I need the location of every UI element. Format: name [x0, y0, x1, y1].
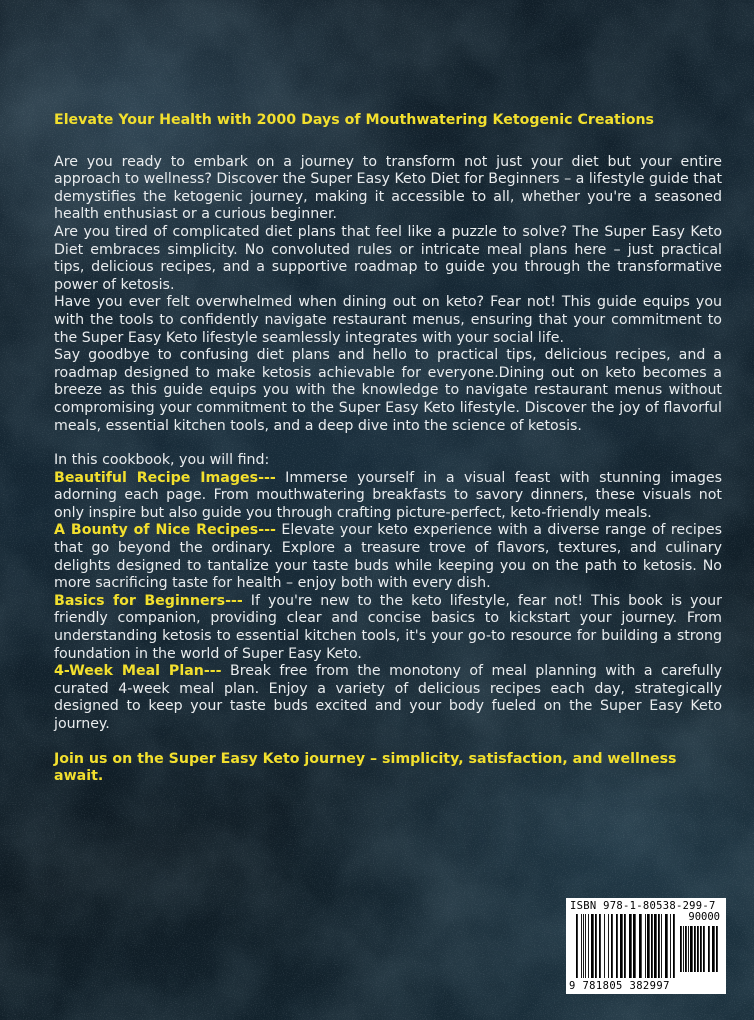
barcode-bar [633, 914, 636, 978]
barcode-bar [688, 926, 689, 972]
barcode-bar [588, 914, 589, 978]
barcode-bar [712, 926, 715, 972]
barcode-bar [651, 914, 653, 978]
feature-title: Beautiful Recipe Images--- [54, 469, 276, 486]
list-intro: In this cookbook, you will find: [54, 452, 270, 469]
barcode-bar [716, 926, 718, 972]
barcode-bar [608, 914, 609, 978]
barcode-bar [599, 914, 601, 978]
barcode-bar [583, 914, 584, 978]
barcode-bar [703, 926, 705, 972]
barcode-bar [639, 914, 642, 978]
barcode-bar [611, 914, 613, 978]
barcode-bar [658, 914, 660, 978]
barcode-bar [616, 914, 618, 978]
barcode-bar [624, 914, 626, 978]
closing-line: Join us on the Super Easy Keto journey – simplicity, satisfaction, and wellness await. [54, 750, 677, 785]
feature-text: Immerse yourself in a visual feast with stunning images adorning each page. From mouthwatering breakfasts to savory dinners, these visuals not only inspire but also guide you through crafting picture-perfect, keto-friendly meals. [54, 469, 722, 521]
barcode-bar [700, 926, 702, 972]
feature-item-basics [54, 593, 722, 663]
barcode-bar [585, 914, 586, 978]
barcode-bar [694, 926, 696, 972]
barcode-bar [576, 914, 578, 978]
barcode-bar [685, 926, 687, 972]
barcode-bar [683, 926, 684, 972]
barcode-bar [697, 926, 699, 972]
barcode-bar [591, 914, 594, 978]
feature-title: A Bounty of Nice Recipes--- [54, 522, 276, 539]
isbn-number: ISBN 978-1-80538-299-7 [570, 900, 716, 912]
barcode-bar [654, 914, 657, 978]
barcode-bars [576, 914, 676, 978]
barcode-bar [581, 914, 582, 978]
barcode-bar [620, 914, 623, 978]
feature-item-meal-plan [54, 663, 722, 733]
barcode-bar [670, 914, 671, 978]
intro-paragraph-1: Are you ready to embark on a journey to transform not just your diet but your entire approach to wellness? Discover the Super Easy Keto Diet for Beginners – a lifestyle guide that demystifies the ketogenic journey, making it accessible to all, whether you're a seasoned health enthusiast or a curious beginner. [54, 153, 723, 223]
intro-paragraph-3: Have you ever felt overwhelmed when dining out on keto? Fear not! This guide equips you with the tools to confidently navigate restaurant menus, ensuring that your commitment to the Super Easy Keto lifestyle seamlessly integrates with your social life. [54, 294, 722, 346]
back-cover-text [54, 112, 722, 800]
feature-text: Elevate your keto experience with a diverse range of recipes that go beyond the ordinary. Explore a treasure trove of flavors, textures, and culinary delights designed to tantalize your taste buds while keeping you on the path to ketosis. No more sacrificing taste for health – enjoy both with every dish. [54, 522, 722, 592]
barcode-bar [595, 914, 597, 978]
barcode-bar [604, 914, 605, 978]
feature-item-recipes [54, 522, 722, 592]
barcode-bar [629, 914, 632, 978]
feature-title: 4-Week Meal Plan--- [54, 663, 222, 680]
barcode-bar [680, 926, 682, 972]
feature-title: Basics for Beginners--- [54, 592, 243, 609]
barcode-bar [661, 914, 662, 978]
barcode-bar [708, 926, 710, 972]
ean-digits: 9 781805 382997 [569, 980, 670, 992]
barcode-bar [645, 914, 646, 978]
feature-text: If you're new to the keto lifestyle, fear not! This book is your friendly companion, providing clear and concise basics to kickstart your journey. From understanding ketosis to essential kitchen tools, it's your go-to resource for building a strong foundation in the world of Super Easy Keto. [54, 592, 722, 662]
barcode-bar [647, 914, 650, 978]
headline: Elevate Your Health with 2000 Days of Mouthwatering Ketogenic Creations [54, 112, 654, 128]
barcode-bar [690, 926, 693, 972]
intro-paragraph-2: Are you tired of complicated diet plans that feel like a puzzle to solve? The Super Easy Keto Diet embraces simplicity. No convoluted rules or intricate meal plans here – just practical tips, delicious recipes, and a supportive roadmap to guide you through the transformative power of ketosis. [54, 223, 722, 293]
barcode-bar [673, 914, 675, 978]
feature-item-recipe-images [54, 470, 722, 523]
barcode-bar [665, 914, 668, 978]
addon-bars [680, 926, 720, 972]
isbn-barcode [566, 898, 726, 994]
feature-text: Break free from the monotony of meal planning with a carefully curated 4-week meal plan. Enjoy a variety of delicious recipes each day, strategically designed to keep your taste buds excited and your body fueled on the Super Easy Keto journey. [54, 663, 722, 732]
spacer [54, 435, 722, 452]
intro-paragraph-4: Say goodbye to confusing diet plans and hello to practical tips, delicious recipes, and a roadmap designed to make ketosis achievable for everyone.Dining out on keto becomes a breeze as this guide equips you with the knowledge to navigate restaurant menus without compromising your commitment to the Super Easy Keto lifestyle. Discover the joy of flavorful meals, essential kitchen tools, and a deep dive into the science of ketosis. [54, 347, 722, 434]
price-code: 90000 [688, 911, 720, 923]
